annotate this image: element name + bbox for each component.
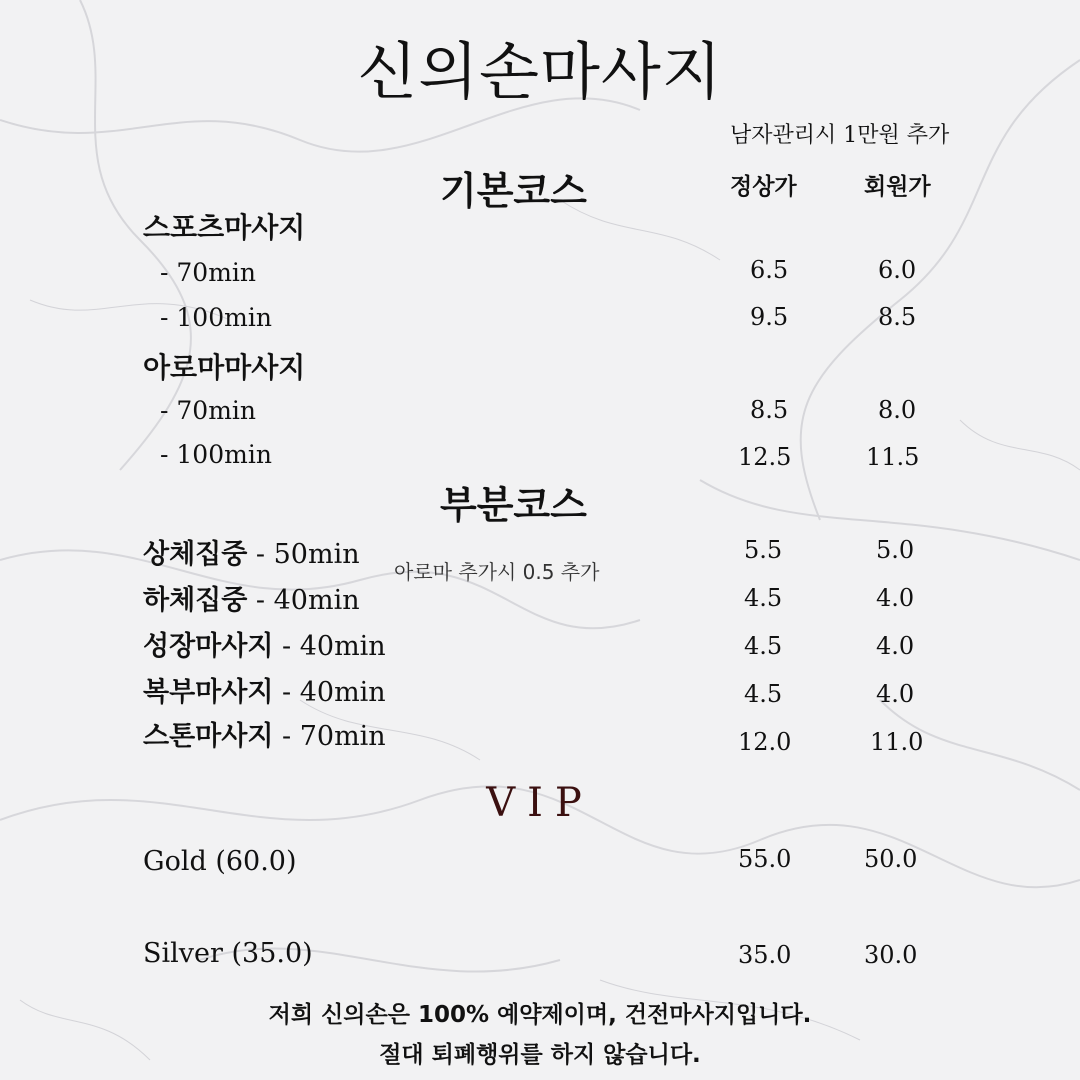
vip-silver-member: 30.0 xyxy=(864,941,918,969)
vip-gold-member: 50.0 xyxy=(864,845,918,873)
stone-massage-regular: 12.0 xyxy=(738,728,792,756)
header-member-price: 회원가 xyxy=(864,174,931,200)
vip-gold-regular: 55.0 xyxy=(738,845,792,873)
partial-item-stone xyxy=(143,714,386,753)
growth-massage-regular: 4.5 xyxy=(744,632,783,660)
upper-body-duration: - 50min xyxy=(247,539,360,570)
vip-gold-label: Gold (60.0) xyxy=(143,846,297,877)
basic-course-heading: 기본코스 xyxy=(440,169,587,213)
footer-policy-note: 절대 퇴폐행위를 하지 않습니다. xyxy=(379,1042,701,1068)
vip-silver-regular: 35.0 xyxy=(738,941,792,969)
partial-item-abdomen xyxy=(143,670,386,709)
aroma-70-regular: 8.5 xyxy=(750,396,789,424)
abdomen-massage-duration: - 40min xyxy=(273,677,386,708)
header-regular-price: 정상가 xyxy=(730,174,797,200)
stone-massage-duration: - 70min xyxy=(273,721,386,752)
aroma-addon-note: 아로마 추가시 0.5 추가 xyxy=(394,560,600,584)
sports-70-regular: 6.5 xyxy=(750,256,789,284)
abdomen-massage-member: 4.0 xyxy=(876,680,915,708)
aroma-100-duration: - 100min xyxy=(160,440,272,469)
upper-body-regular: 5.5 xyxy=(744,536,783,564)
aroma-100-member: 11.5 xyxy=(866,443,920,471)
aroma-70-duration: - 70min xyxy=(160,396,257,425)
male-surcharge-note: 남자관리시 1만원 추가 xyxy=(730,123,950,148)
sports-70-duration: - 70min xyxy=(160,258,257,287)
sports-massage-label: 스포츠마사지 xyxy=(143,211,306,244)
upper-body-member: 5.0 xyxy=(876,536,915,564)
aroma-100-regular: 12.5 xyxy=(738,443,792,471)
partial-course-heading: 부분코스 xyxy=(440,483,587,527)
partial-item-lower xyxy=(143,578,360,617)
aroma-70-member: 8.0 xyxy=(878,396,917,424)
lower-body-name: 하체집중 xyxy=(143,585,248,616)
sports-70-member: 6.0 xyxy=(878,256,917,284)
stone-massage-member: 11.0 xyxy=(870,728,924,756)
lower-body-regular: 4.5 xyxy=(744,584,783,612)
partial-item-growth xyxy=(143,624,386,663)
page-title: 신의손마사지 xyxy=(357,35,723,108)
growth-massage-duration: - 40min xyxy=(273,631,386,662)
growth-massage-member: 4.0 xyxy=(876,632,915,660)
vip-heading: VIP xyxy=(486,780,594,826)
partial-item-upper xyxy=(143,532,360,571)
sports-100-duration: - 100min xyxy=(160,303,272,332)
abdomen-massage-regular: 4.5 xyxy=(744,680,783,708)
sports-100-member: 8.5 xyxy=(878,303,917,331)
vip-silver-label: Silver (35.0) xyxy=(143,938,313,969)
lower-body-duration: - 40min xyxy=(247,585,360,616)
upper-body-name: 상체집중 xyxy=(143,539,248,570)
growth-massage-name: 성장마사지 xyxy=(143,631,274,662)
aroma-massage-label: 아로마마사지 xyxy=(143,351,306,384)
lower-body-member: 4.0 xyxy=(876,584,915,612)
abdomen-massage-name: 복부마사지 xyxy=(143,677,274,708)
sports-100-regular: 9.5 xyxy=(750,303,789,331)
footer-reservation-note: 저희 신의손은 100% 예약제이며, 건전마사지입니다. xyxy=(268,1002,812,1028)
stone-massage-name: 스톤마사지 xyxy=(143,721,274,752)
